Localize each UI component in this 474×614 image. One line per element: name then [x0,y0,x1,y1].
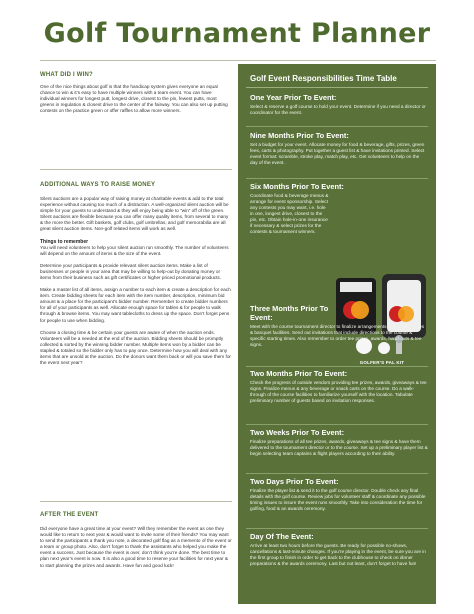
timetable-title-divider [246,87,428,88]
section-body: Set a budget for your event. Allocate money for food & beverage, gifts, prizes, green fees, carts & photography. Put together a guest list & have invitations printed. Select event format: scramble, stroke play, match play, etc. Get volunteers to help on the day of the event. [250,142,425,165]
money-p3: Determine your participants & provide relevant silent auction items. Make a list of businesses or people in your area that may be willing to help-out by donating money or items from their business such as gift certificates or higher priced promotional products. [40,262,222,280]
section-nine-months [250,131,428,166]
things-label: Things to remember [40,238,89,245]
section-divider [40,169,232,170]
section-body: Finalize preparations of all tee prizes, awards, giveaways & tee signs & have them delivered to the tournament director or to the course. Set up a preliminary player list & begin selecting team captains & flight players according to their ability. [250,439,428,456]
section-divider [246,424,428,425]
section-day-of [250,532,428,567]
section-one-year [250,93,428,116]
money-heading: ADDITIONAL WAYS TO RAISE MONEY [40,182,156,188]
section-six-months [250,182,428,235]
section-heading: Two Days Prior To Event: [250,477,339,486]
section-heading: Nine Months Prior To Event: [250,131,349,140]
win-body: One of the nice things about golf is that the handicap system gives everyone an equal chance to win & it’s easy to have multiple winners with a team event. You can have individual winners for longest putt, longest drive, closest to the pin, fewest putts, most greens in regulation & closest drive to the center of the fairway. You can also set up putting contests on the practice green or offer raffles to allow more winners. [40,84,228,114]
section-body: Coordinate food & beverage menus & arrange for event sponsorship. Select any contests you may want, i.e. hole in one, longest drive, closest to the pin, etc. Obtain hole-in-one insurance if necessary & select prizes for the contests & tournament winners. [250,193,329,234]
section-divider [246,126,428,127]
section-divider [246,178,428,179]
money-body: Silent auctions are a popular way of raising money at charitable events & add to the total experience without causing too much of a distraction. A well-organized silent auction will be simple for your guests to understand & they will enjoy being able to “win” off of the green. Silent auctions are flexible because you can offer many quality items, from several to many & the more the better. Gift baskets, golf clubs, golf umbrellas, and golf memorabilia are all great silent auction items. Non-golf related items will work as well. [40,196,229,232]
section-three-months-body [250,324,428,348]
section-body: Select & reserve a golf course to hold your event. Determine if you need a director or coordinator for the event. [250,104,426,115]
section-body: Meet with the course tournament director to finalize arrangements with course times & banquet facilities. Send out invitations that include directions to the course & specific starting times. Also remember to order tee prizes, awards, hand-outs & tee signs. [250,324,425,347]
money-p4: Make a master list of all items, assign a number to each item & create a description for each item. Create bidding sheets for each item with the item number, description, minimum bid amount & a place for the participant’s bidder number. Remember to create bidder numbers for all of your participants as well. Allocate enough space for tables & for people to walk through & browse items. You may want tablecloths to dress up the space. Don’t forget pens for people to use when bidding. [40,287,231,323]
section-heading: Six Months Prior To Event: [250,182,344,191]
after-heading: AFTER THE EVENT [40,512,99,518]
win-heading: WHAT DID I WIN? [40,72,93,78]
timetable-panel [238,64,436,604]
section-divider [246,366,428,367]
win-section [40,72,232,114]
section-body: Finalize the player list & send it to the golf course director. Double check any final details with the golf course. Review jobs for volunteer staff & coordinate any possible timing issues to insure the event runs smoothly. Take into consideration the time for golfing, food & an awards ceremony. [250,488,426,511]
section-body: Arrive at least two hours before the guests. Be ready for possible no-shows, cancellations & last-minute changes. If you’re playing in the event, be sure you are in the first group to finish in order to get back to the clubhouse to check on dinner preparations & the awards ceremony. Last but not least, don’t forget to have fun! [250,543,426,566]
section-heading: Two Weeks Prior To Event: [250,428,345,437]
section-divider [246,528,428,529]
money-section [40,182,232,366]
section-divider [246,473,428,474]
things-body: You will need volunteers to help your silent auction run smoothly. The number of volunteers will depend on the amount of items & the size of the event. [40,244,229,256]
section-heading: Day Of The Event: [250,532,314,541]
section-body: Check the progress of outside vendors providing tee prizes, awards, giveaways & tee signs. Finalize menus & any beverage or snack carts on the course. Do a walk-through of the course facilities to familiarize yourself with the location. Tabulate preliminary number of guests based on invitation responses. [250,380,427,403]
section-three-months [250,304,342,324]
section-heading: Two Months Prior To Event: [250,369,348,378]
after-body: Did everyone have a great time at your event? Will they remember the event as one they would like to return to next year & would want to invite some of their friends? You may want to send the participants a thank you note, a decorated golf flag as a memento of the event or a team or group photo. Also, don’t forget to thank the assistants who helped you make the event a success. Just because the event is over, don’t think you’re done. The best time to plan next year’s event is now. It is also a good time to reserve your facilities for next year & to start planning the prizes and awards. Have fun and good luck! [40,526,232,568]
title-divider [40,60,436,61]
section-heading: One Year Prior To Event: [250,93,337,102]
timetable-title: Golf Event Responsibilities Time Table [250,74,397,83]
page-title: Golf Tournament Planner [43,18,431,49]
section-two-days [250,477,428,512]
money-p5: Choose a closing time & be certain your guests are aware of when the auction ends. Volunteers will be a needed at the end of the auction. Bidding sheets should be promptly collected & sorted by the winning bidder number. Multiple items won by a bidder can be stapled & totaled so the bidder only has to pay once. Determine how you will deal with any items that are unsold at the auction. Do the donors want them back or will you save them for the event next year? [40,329,231,366]
kit-caption: GOLFER’S PAL KIT [359,360,405,365]
section-two-months [250,369,428,404]
section-divider [40,501,232,502]
after-section [40,512,232,569]
section-heading: Three Months Prior To Event: [250,304,329,322]
section-two-weeks [250,428,428,457]
